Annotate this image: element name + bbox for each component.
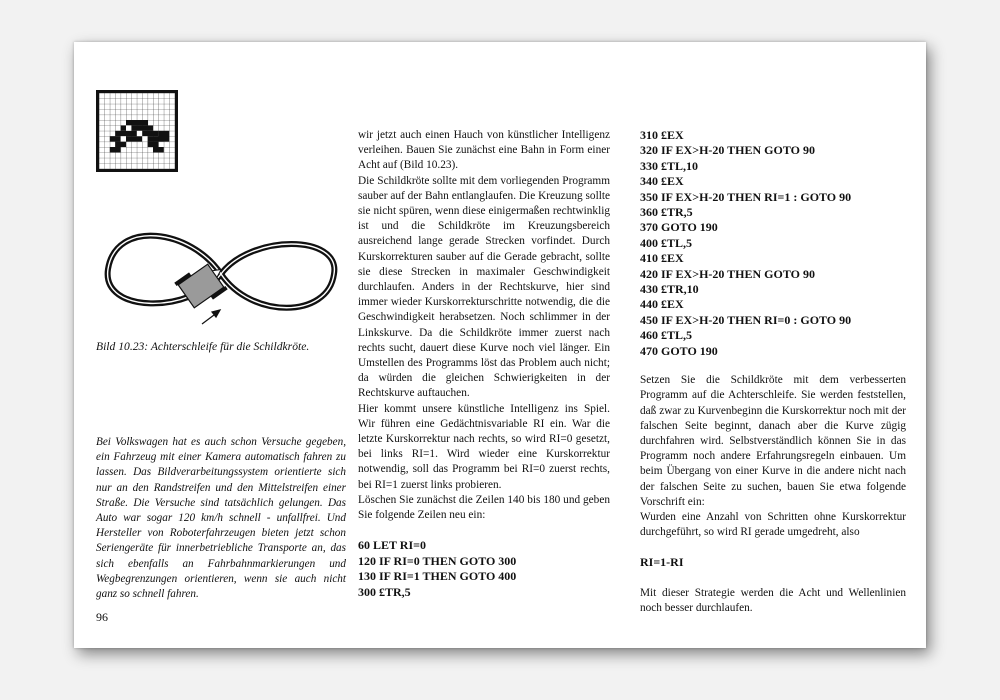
code-line: 460 £TL,5	[640, 328, 693, 343]
page-number: 96	[96, 610, 108, 624]
code-line: 420 IF EX>H-20 THEN GOTO 90	[640, 266, 815, 281]
right-paragraph-3: Mit dieser Strategie werden die Acht und Wellenlinien noch besser durchlaufen.	[640, 586, 906, 614]
figure-caption: Bild 10.23: Achterschleife für die Schildkröte.	[96, 340, 310, 353]
direction-arrow	[202, 310, 220, 324]
figure-eight-diagram	[96, 214, 346, 339]
turtle-robot	[174, 256, 232, 312]
code-line: 470 GOTO 190	[640, 343, 718, 358]
turtle-pixel-icon	[99, 93, 175, 169]
code-line: 300 £TR,5	[358, 584, 411, 599]
code-line: 440 £EX	[640, 297, 684, 312]
code-line: 310 £EX	[640, 128, 684, 142]
code-line: 60 LET RI=0	[358, 538, 426, 553]
code-listing-1	[358, 538, 610, 600]
code-line: 350 IF EX>H-20 THEN RI=1 : GOTO 90	[640, 189, 852, 204]
code-line: 370 GOTO 190	[640, 220, 718, 235]
code-line: 360 £TR,5	[640, 205, 693, 220]
code-line: 320 IF EX>H-20 THEN GOTO 90	[640, 143, 815, 158]
code-line: 330 £TL,10	[640, 158, 699, 173]
turtle-logo	[96, 90, 178, 172]
code-line: 120 IF RI=0 THEN GOTO 300	[358, 553, 517, 568]
right-column	[640, 128, 906, 616]
middle-paragraph-3: Hier kommt unsere künstliche Intelligenz ins Spiel. Wir führen eine Gedächtnisvariable RI ein. War die letzte Kurskorrektur nach rechts, so wird RI=0 gesetzt, bei links RI=1. Wird wieder eine Kurskorrektur notwendig, soll das Programm bei RI=0 zuerst rechts, bei RI=1 zuerst links probieren.	[358, 402, 610, 491]
right-paragraph-2: Wurden eine Anzahl von Schritten ohne Kurskorrektur durchgeführt, so wird RI gerade umgedreht, also	[640, 510, 906, 539]
code-line: 340 £EX	[640, 174, 684, 189]
middle-paragraph-4: Löschen Sie zunächst die Zeilen 140 bis 180 und geben Sie folgende Zeilen neu ein:	[358, 493, 610, 522]
code-line: 450 IF EX>H-20 THEN RI=0 : GOTO 90	[640, 312, 852, 327]
code-listing-2	[640, 128, 906, 359]
code-line: 410 £EX	[640, 251, 684, 266]
middle-column	[358, 128, 610, 600]
middle-paragraph-2: Die Schildkröte sollte mit dem vorliegenden Programm sauber auf der Bahn entlanglaufen. Die Kreuzung sollte sie nicht spüren, wenn diese einigermaßen rechtwinklig ist und die Schildkröte im Kreuzungsbereich ausreichend lange gerade Strecken vorfindet. Durch Kurskorrekturen sauber auf die Gerade gebracht, sollte sie diese Strecken in maximaler Geschwindigkeit durchlaufen. Anders in der Rechtskurve, hier sind immer wieder Kurskorrekturschritte notwendig, die die Geschwindigkeit herabsetzen. Noch schlimmer in der Linkskurve. Da die Schildkröte immer zuerst nach rechts sucht, dauert diese Kurve noch viel länger. Ein Umstellen des Programms löst das Problem auch nicht; da würden die gleichen Schwierigkeiten in der Rechtskurve auftauchen.	[358, 174, 610, 400]
book-page	[74, 42, 926, 648]
figure-eight-track	[108, 236, 335, 308]
side-note	[96, 435, 346, 602]
code-line: 130 IF RI=1 THEN GOTO 400	[358, 569, 517, 584]
right-paragraph-1: Setzen Sie die Schildkröte mit dem verbesserten Programm auf die Achterschleife. Sie werden feststellen, daß zwar zu Kurvenbeginn die Kurskorrektur noch mit der falschen Seite beginnt, danach aber die Kurve zügig durchfahren wird. Selbstverständlich können Sie in das Programm noch andere Erfahrungsregeln einbauen. Um beim Übergang von einer Kurve in die andere nicht nach der falschen Seite zu suchen, bauen Sie etwa folgende Vorschrift ein:	[640, 374, 906, 508]
side-note-text: Bei Volkswagen hat es auch schon Versuche gegeben, ein Fahrzeug mit einer Kamera automatisch fahren zu lassen. Das Bildverarbeitungssystem orientierte sich nur an den Randstreifen und den Mittelstreifen einer Straße. Die Versuche sind tatsächlich gelungen. Das Auto war sogar 120 km/h schnell - unfallfrei. Und Hersteller von Roboterfahrzeugen bieten jetzt schon Seriengeräte für innerbetriebliche Transporte an, das sich ebenfalls an Fahrbahnmarkierungen und Wegbegrenzungen orientieren, wenn sie auch nicht ganz so schnell fahren.	[96, 436, 346, 601]
middle-paragraph-1: wir jetzt auch einen Hauch von künstlicher Intelligenz verleihen. Bauen Sie zunächst eine Bahn in Form einer Acht auf (Bild 10.23).	[358, 129, 610, 172]
formula: RI=1-RI	[640, 555, 684, 570]
code-line: 430 £TR,10	[640, 282, 699, 297]
code-line: 400 £TL,5	[640, 235, 693, 250]
